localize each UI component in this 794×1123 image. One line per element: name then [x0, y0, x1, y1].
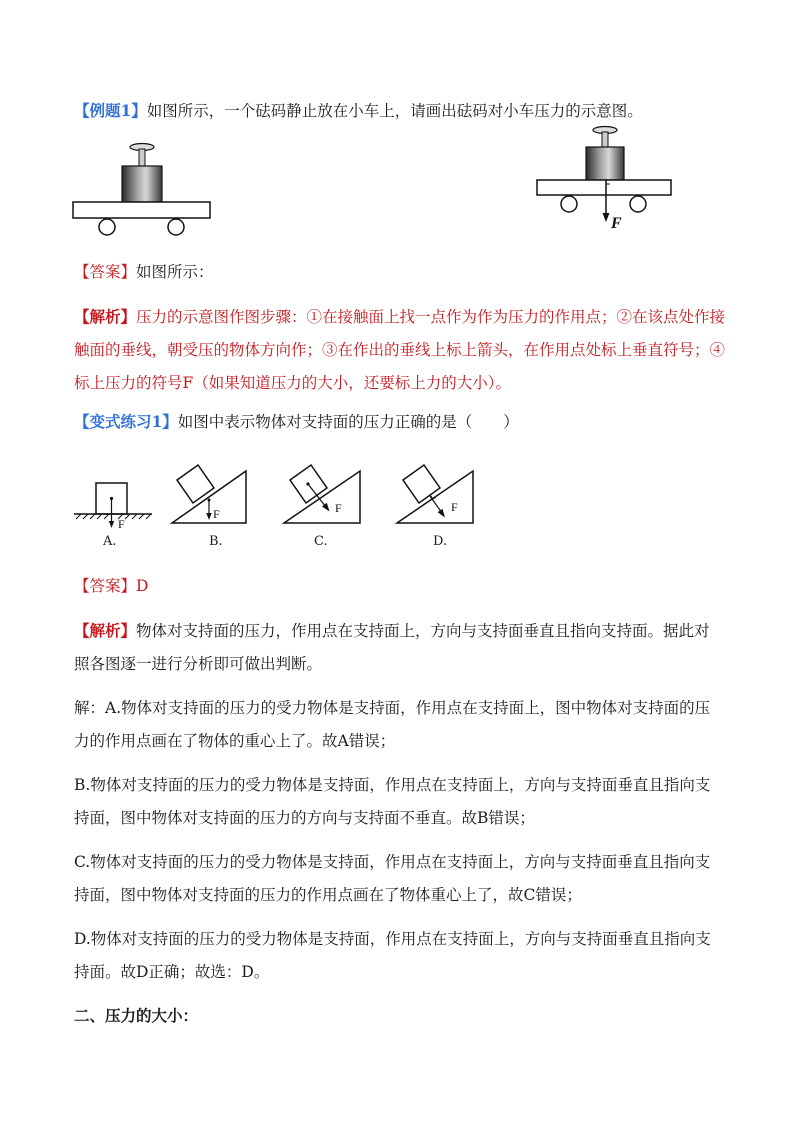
option-d-force-label: F: [451, 500, 458, 514]
option-b-force-label: F: [213, 507, 220, 521]
answer1-text: 如图所示：: [136, 263, 214, 281]
solution-b-line2: 持面，图中物体对支持面的压力的方向与支持面不垂直。故B错误；: [74, 809, 535, 827]
option-a-label: A.: [103, 534, 117, 549]
cart-answer-figure: [535, 124, 675, 236]
analysis1-line2: 触面的垂线，朝受压的物体方向作；③在作出的垂线上标上箭头，在作用点处标上垂直符号；④: [74, 341, 726, 359]
analysis1-line3: 标上压力的符号F（如果知道压力的大小，还要标上力的大小）。: [74, 374, 512, 392]
example-tag: 【例题1】: [74, 101, 147, 120]
solution-a-line1: 解：A.物体对支持面的压力的受力物体是支持面，作用点在支持面上，图中物体对支持面的压: [74, 699, 711, 717]
solution-c-line2: 持面，图中物体对支持面的压力的作用点画在了物体重心上了，故C错误；: [74, 886, 582, 904]
section-heading: 二、压力的大小：: [74, 1007, 199, 1025]
cart-wheel-right: [168, 219, 184, 235]
exercise-question: [74, 412, 519, 432]
cart-wheel-right: [630, 196, 646, 212]
solution-d-line2: 持面。故D正确；故选：D。: [74, 963, 270, 981]
option-d-figure: [393, 462, 477, 528]
option-b-figure: [168, 462, 250, 528]
option-c-label: C.: [314, 534, 328, 549]
cart-wheel-left: [99, 219, 115, 235]
answer2: [74, 576, 148, 596]
analysis2-line2: 照各图逐一进行分析即可做出判断。: [74, 655, 323, 673]
option-c-figure: [280, 462, 364, 528]
option-d-label: D.: [433, 534, 448, 549]
solution-d-line1: D.物体对支持面的压力的受力物体是支持面，作用点在支持面上，方向与支持面垂直且指向支: [74, 930, 711, 948]
solution-a-line2: 力的作用点画在了物体的重心上了。故A错误；: [74, 732, 396, 750]
option-a-force-label: F: [118, 517, 125, 531]
answer2-tag: 【答案】: [74, 577, 137, 595]
option-b-label: B.: [209, 534, 223, 549]
force-label: F: [611, 215, 622, 232]
answer1: [74, 262, 214, 282]
cart-board: [537, 180, 671, 195]
weight: [586, 127, 624, 181]
example-question: [74, 101, 643, 121]
analysis2-tag: 【解析】: [74, 621, 137, 640]
exercise-question-text: 如图中表示物体对支持面的压力正确的是（ ）: [177, 413, 519, 431]
weight: [122, 144, 162, 203]
solution-c-line1: C.物体对支持面的压力的受力物体是支持面，作用点在支持面上，方向与支持面垂直且指向支: [74, 853, 711, 871]
analysis1-line1: 【解析】压力的示意图作图步骤：①在接触面上找一点作为作为压力的作用点；②在该点处作接: [74, 307, 726, 326]
cart-board: [73, 202, 210, 218]
answer2-text: D: [136, 577, 149, 595]
option-a-figure: [72, 478, 154, 530]
answer1-tag: 【答案】: [74, 263, 137, 281]
exercise-tag: 【变式练习1】: [74, 412, 178, 431]
option-c-force-label: F: [335, 501, 342, 515]
example-question-text: 如图所示，一个砝码静止放在小车上，请画出砝码对小车压力的示意图。: [146, 102, 643, 120]
cart-figure: [70, 140, 215, 240]
analysis1-tag: 【解析】: [74, 307, 137, 326]
cart-wheel-left: [561, 196, 577, 212]
analysis2-line1: 【解析】物体对支持面的压力，作用点在支持面上，方向与支持面垂直且指向支持面。据此对: [74, 621, 710, 640]
solution-b-line1: B.物体对支持面的压力的受力物体是支持面，作用点在支持面上，方向与支持面垂直且指向支: [74, 776, 711, 794]
